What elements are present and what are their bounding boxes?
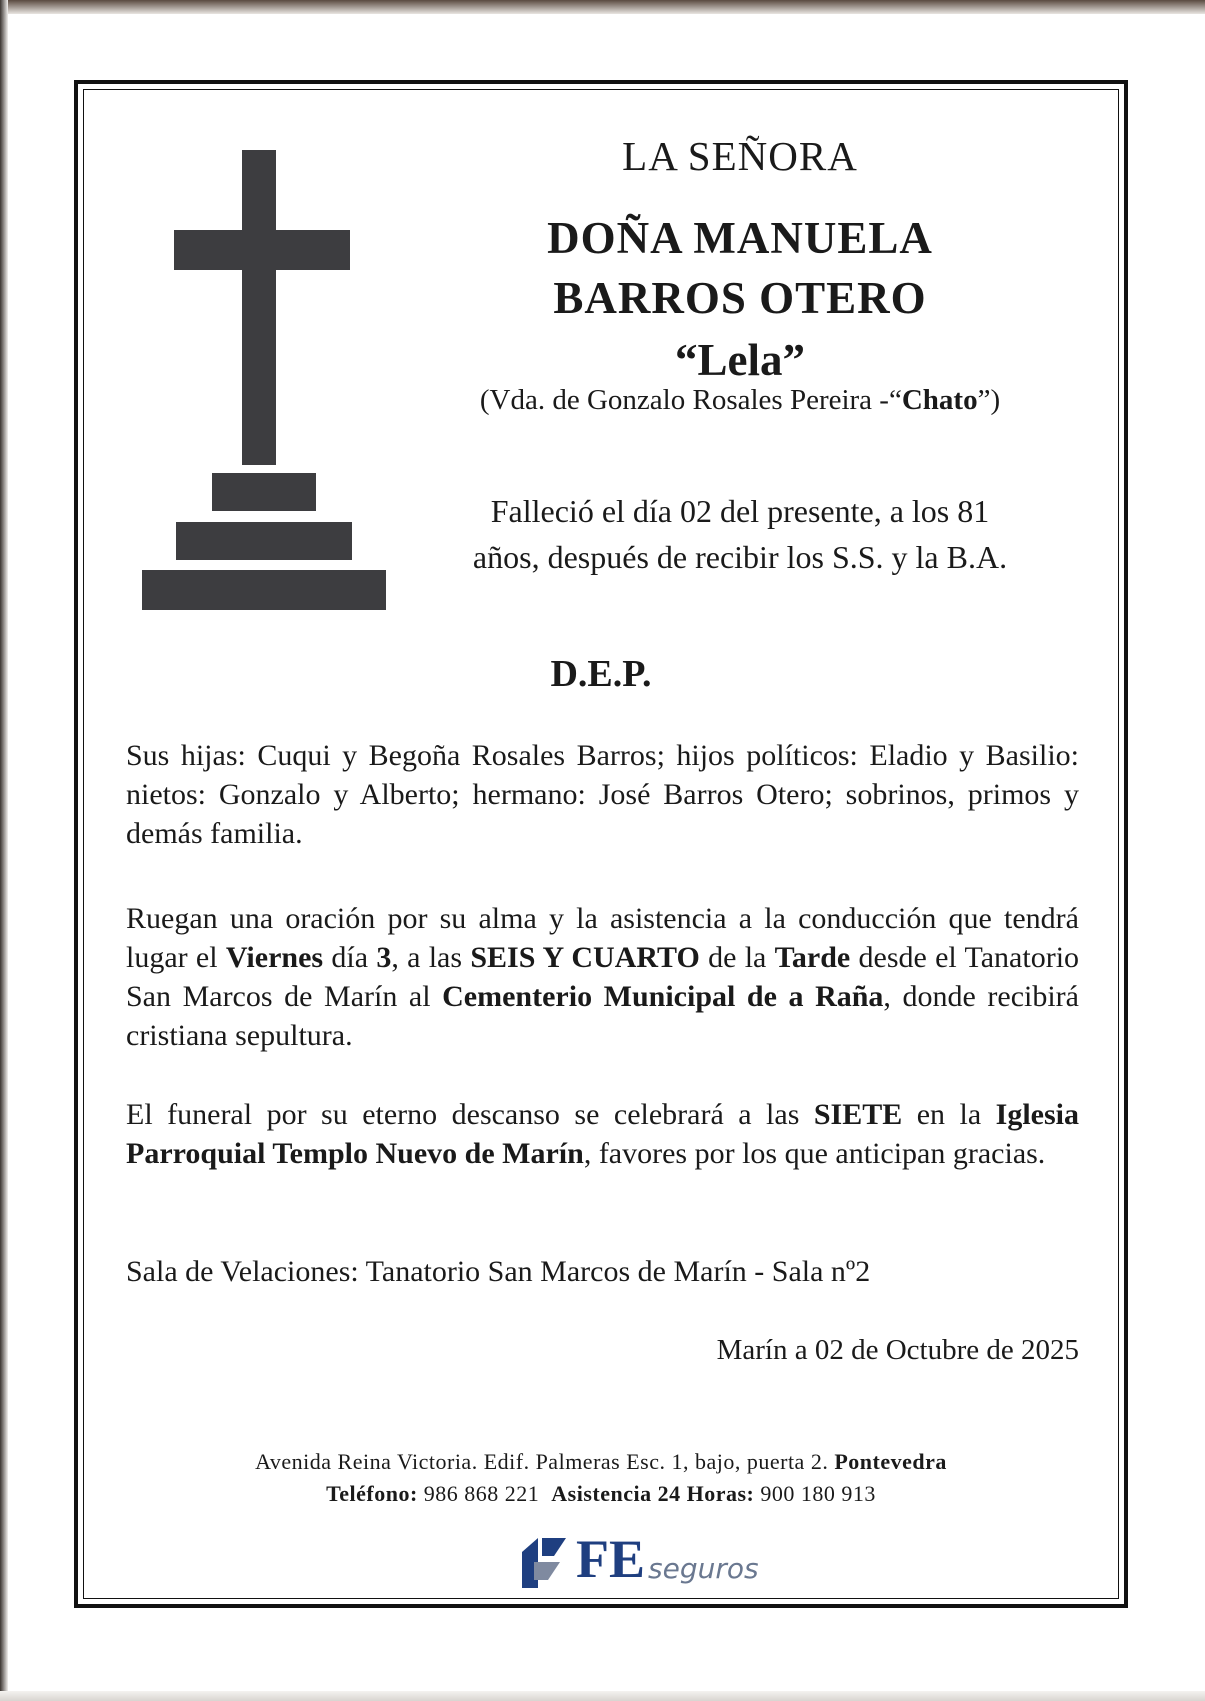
footer-city: Pontevedra xyxy=(834,1449,947,1474)
funeral-church: Iglesia Parroquial Templo Nuevo de Marín xyxy=(126,1098,1080,1170)
footer-address-line xyxy=(74,1446,1128,1478)
sala-velaciones: Sala de Velaciones: Tanatorio San Marcos de Marín - Sala nº2 xyxy=(126,1255,871,1288)
deceased-nickname: “Lela” xyxy=(675,335,805,385)
conduccion-text-4: de la xyxy=(699,941,775,974)
footer-phone-line xyxy=(74,1478,1128,1510)
widow-suffix: ”) xyxy=(977,384,1001,416)
death-notice-line1: Falleció el día 02 del presente, a los 81 xyxy=(490,493,990,529)
cross-base-step-top xyxy=(212,473,316,511)
footer-assist-phone: 900 180 913 xyxy=(760,1481,876,1506)
death-notice-line2: años, después de recibir los S.S. y la B.A. xyxy=(472,539,1008,575)
photo-left-edge xyxy=(0,0,8,1701)
footer-assist-label: Asistencia 24 Horas: xyxy=(551,1481,755,1506)
funeral-text-3: , favores por los que anticipan gracias. xyxy=(583,1137,1046,1170)
title-senora: LA SEÑORA xyxy=(622,133,858,179)
conduccion-paragraph xyxy=(126,899,1079,1055)
widow-nickname: Chato xyxy=(901,384,978,416)
logo-brand: FE xyxy=(576,1529,646,1589)
conduccion-date: 3 xyxy=(376,941,392,974)
deceased-name-line1: DOÑA MANUELA xyxy=(547,213,933,263)
conduccion-text-1: Ruegan una oración por su alma y la asistencia a la conducción que tendrá lugar el xyxy=(126,902,1079,974)
photo-bottom-edge xyxy=(0,1691,1205,1701)
conduccion-time: SEIS Y CUARTO xyxy=(470,941,700,974)
conduccion-text-5: desde el Tanatorio San Marcos de Marín al xyxy=(126,941,1080,1013)
dep-heading: D.E.P. xyxy=(550,653,652,695)
conduccion-text-2: día xyxy=(323,941,377,974)
conduccion-text-3: , a las xyxy=(391,941,471,974)
funeral-time: SIETE xyxy=(813,1098,903,1131)
cross-horizontal-beam xyxy=(174,230,350,270)
conduccion-period: Tarde xyxy=(774,941,851,974)
death-notice xyxy=(400,488,1080,580)
cross-icon xyxy=(140,150,390,610)
cross-base-step-middle xyxy=(176,522,352,560)
widow-prefix: (Vda. de Gonzalo Rosales Pereira -“ xyxy=(479,384,902,416)
funeral-paragraph xyxy=(126,1095,1079,1173)
footer-phone: 986 868 221 xyxy=(423,1481,540,1506)
deceased-name-line2: BARROS OTERO xyxy=(553,273,927,323)
funeral-text-1: El funeral por su eterno descanso se celebrará a las xyxy=(126,1098,814,1131)
widow-note xyxy=(400,384,1080,417)
fe-seguros-logo xyxy=(520,1530,770,1594)
funeral-text-2: en la xyxy=(902,1098,996,1131)
cross-base-step-bottom xyxy=(142,570,386,610)
conduccion-cemetery: Cementerio Municipal de a Raña xyxy=(442,980,884,1013)
conduccion-text-6: , donde recibirá cristiana sepultura. xyxy=(126,980,1079,1052)
photo-top-edge xyxy=(0,0,1205,14)
cross-vertical-beam xyxy=(242,150,276,465)
date-place: Marín a 02 de Octubre de 2025 xyxy=(716,1334,1079,1366)
footer-contact xyxy=(74,1446,1128,1510)
footer-address: Avenida Reina Victoria. Edif. Palmeras Esc. 1, bajo, puerta 2. xyxy=(255,1449,829,1474)
fe-logo-mark-icon xyxy=(520,1534,568,1590)
logo-subtitle: seguros xyxy=(648,1552,759,1585)
footer-phone-label: Teléfono: xyxy=(326,1481,418,1506)
family-paragraph: Sus hijas: Cuqui y Begoña Rosales Barros; hijos políticos: Eladio y Basilio: nietos: Gonzalo y Alberto; hermano: José Barros Otero; sobrinos, primos y demás familia. xyxy=(126,739,1079,850)
conduccion-day: Viernes xyxy=(225,941,324,974)
